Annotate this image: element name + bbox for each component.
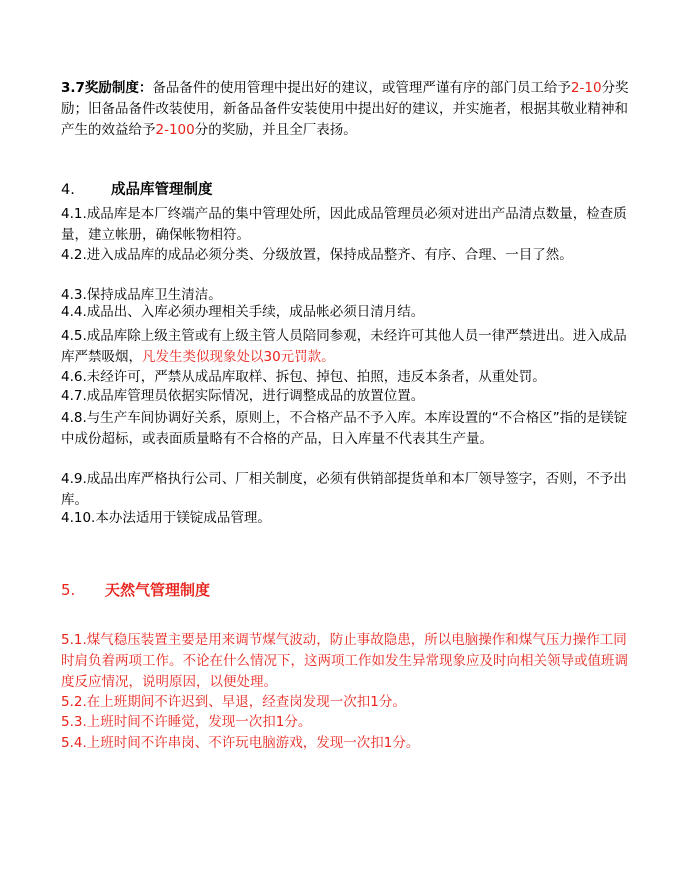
section-3-7-label: 3.7奖励制度： [61,80,153,96]
section-3-7-text-b: 分奖励；旧备品备件改装使用，新备品备件安装使用中提出好的建议，并实施者，根据其敬业精神和产生的效益给予 [61,80,629,138]
section-4-item-9: 4.9.成品出库严格执行公司、厂相关制度，必须有供销部提货单和本厂领导签字，否则，不予出库。 [61,471,627,508]
section-3-7-paragraph [61,78,631,141]
section-4-item-3: 4.3.保持成品库卫生清洁。 [61,287,222,303]
section-3-7-text-a: 备品备件的使用管理中提出好的建议，或管理严谨有序的部门员工给予 [152,80,571,96]
section-4-item-10: 4.10.本办法适用于镁锭成品管理。 [61,510,271,526]
reward-range-2: 2-100 [155,122,195,138]
section-5-item-3: 5.3.上班时间不许睡觉，发现一次扣1分。 [61,714,312,730]
section-5-item-1: 5.1.煤气稳压装置主要是用来调节煤气波动，防止事故隐患，所以电脑操作和煤气压力操作工同时肩负着两项工作。不论在什么情况下，这两项工作如发生异常现象应及时向相关领导或值班调度反应情况，说明原因，以便处理。 [61,632,628,690]
section-3-7-text-c: 分的奖励，并且全厂表扬。 [194,122,357,138]
section-5-item-2: 5.2.在上班期间不许迟到、早退，经查岗发现一次扣1分。 [61,694,406,710]
section-4-item-5 [61,326,631,368]
section-4-item-7: 4.7.成品库管理员依据实际情况，进行调整成品的放置位置。 [61,388,425,404]
section-5-title: 天然气管理制度 [105,581,211,599]
section-4-item-1: 4.1.成品库是本厂终端产品的集中管理处所，因此成品管理员必须对进出产品清点数量，检查质量，建立帐册，确保帐物相符。 [61,206,627,243]
section-4-item-5-text: 4.5.成品库除上级主管或有上级主管人员陪同参观，未经许可其他人员一律严禁进出。进入成品库严禁吸烟， [61,328,627,365]
section-5-heading [61,580,631,601]
section-4-item-6: 4.6.未经许可，严禁从成品库取样、拆包、掉包、拍照，违反本条者，从重处罚。 [61,369,546,385]
reward-range-1: 2-10 [570,80,602,96]
section-4-item-8: 4.8.与生产车间协调好关系，原则上，不合格产品不予入库。本库设置的“不合格区”指的是镁锭中成份超标，或表面质量略有不合格的产品，日入库量不代表其生产量。 [61,410,628,447]
section-5-number: 5. [61,581,76,599]
section-4-title: 成品库管理制度 [111,182,213,198]
section-4-item-4: 4.4.成品出、入库必须办理相关手续，成品帐必须日清月结。 [61,304,425,320]
section-4-item-5-fine: 凡发生类似现象处以30元罚款。 [142,349,335,365]
section-4-heading [61,180,631,201]
section-4-item-2: 4.2.进入成品库的成品必须分类、分级放置，保持成品整齐、有序、合理、一目了然。 [61,247,573,263]
section-5-item-4: 5.4.上班时间不许串岗、不许玩电脑游戏，发现一次扣1分。 [61,735,420,751]
section-4-number: 4. [61,182,75,198]
